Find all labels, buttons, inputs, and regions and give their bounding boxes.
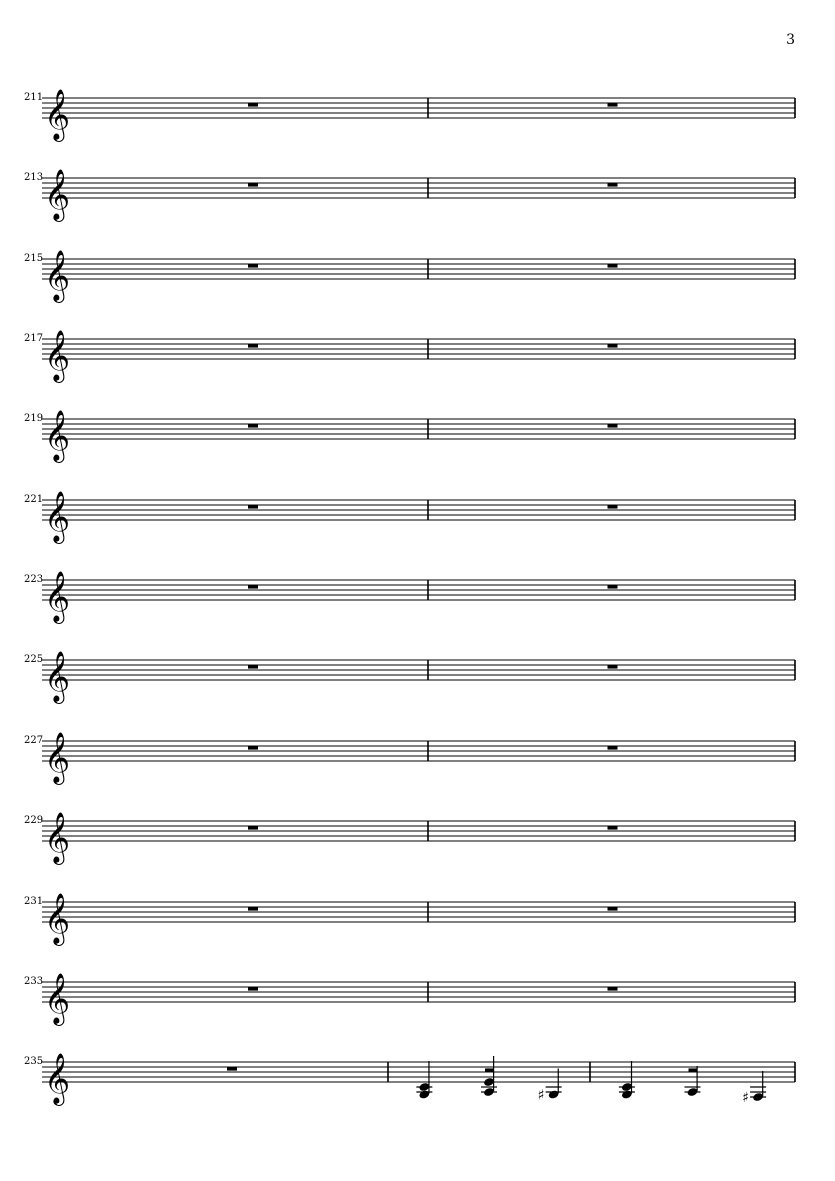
sharp-icon: ♯ [537, 1087, 545, 1104]
staff-system [24, 973, 795, 1026]
half-rest [485, 1068, 494, 1072]
whole-rest [248, 746, 258, 750]
treble-clef-icon: 𝄞 [44, 330, 71, 381]
measure-number: 227 [24, 735, 44, 746]
whole-rest [248, 585, 258, 589]
whole-rest [608, 585, 618, 589]
whole-rest [248, 907, 258, 911]
staff-system [24, 571, 795, 624]
measure-number: 231 [24, 896, 44, 907]
whole-rest [248, 183, 258, 187]
treble-clef-icon: 𝄞 [44, 410, 71, 461]
measure-number: 211 [24, 92, 44, 103]
treble-clef-icon: 𝄞 [44, 89, 71, 140]
whole-rest [608, 344, 618, 348]
staff-system [24, 330, 795, 383]
staff-system [24, 410, 795, 463]
treble-clef-icon: 𝄞 [44, 812, 71, 863]
treble-clef-icon: 𝄞 [44, 491, 71, 542]
whole-rest [248, 826, 258, 830]
whole-rest [227, 1067, 237, 1071]
whole-rest [608, 103, 618, 107]
staff-system [24, 89, 795, 142]
whole-rest [248, 344, 258, 348]
staff-system [24, 732, 795, 785]
whole-rest [608, 826, 618, 830]
page-number: 3 [786, 32, 795, 48]
staff-system [24, 651, 795, 704]
measure-number: 219 [24, 413, 44, 424]
whole-rest [608, 907, 618, 911]
measure-number: 229 [24, 815, 44, 826]
whole-rest [608, 987, 618, 991]
staff-system [24, 169, 795, 222]
whole-rest [248, 665, 258, 669]
treble-clef-icon: 𝄞 [44, 732, 71, 783]
whole-rest [248, 264, 258, 268]
measure-number: 235 [24, 1056, 44, 1067]
treble-clef-icon: 𝄞 [44, 250, 71, 301]
staff-system [24, 491, 795, 544]
whole-rest [608, 424, 618, 428]
whole-rest [248, 987, 258, 991]
half-rest [689, 1068, 698, 1072]
whole-rest [608, 264, 618, 268]
staff-system [24, 1053, 795, 1106]
whole-rest [248, 424, 258, 428]
measure-number: 217 [24, 333, 44, 344]
staff-system [24, 893, 795, 946]
treble-clef-icon: 𝄞 [44, 571, 71, 622]
treble-clef-icon: 𝄞 [44, 169, 71, 220]
measure-number: 215 [24, 253, 44, 264]
measure-number: 221 [24, 494, 44, 505]
treble-clef-icon: 𝄞 [44, 651, 71, 702]
sharp-icon: ♯ [742, 1090, 749, 1106]
whole-rest [248, 103, 258, 107]
measure-number: 213 [24, 172, 44, 183]
whole-rest [248, 505, 258, 509]
treble-clef-icon: 𝄞 [44, 893, 71, 944]
staff-system [24, 812, 795, 865]
treble-clef-icon: 𝄞 [44, 1053, 71, 1104]
whole-rest [608, 746, 618, 750]
measure-number: 233 [24, 976, 44, 987]
measure-number: 223 [24, 574, 44, 585]
whole-rest [608, 183, 618, 187]
measure-number: 225 [24, 654, 44, 665]
staff-system [24, 250, 795, 303]
whole-rest [608, 665, 618, 669]
treble-clef-icon: 𝄞 [44, 973, 71, 1024]
whole-rest [608, 505, 618, 509]
